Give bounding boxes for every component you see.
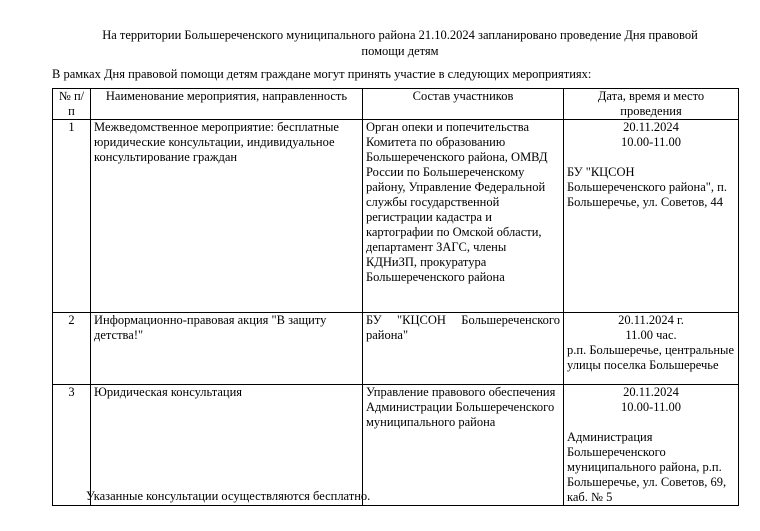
- page-title: На территории Большереченского муниципального района 21.10.2024 запланировано проведение Дня правовой помощи детям: [102, 28, 698, 58]
- event-date: 20.11.2024: [623, 120, 679, 134]
- row-number: 1: [53, 120, 91, 313]
- date-time-place: [564, 120, 739, 313]
- event-place: р.п. Большеречье, центральные улицы поселка Большеречье: [567, 343, 734, 372]
- table-row: [53, 385, 739, 506]
- event-name: Межведомственное мероприятие: бесплатные юридические консультации, индивидуальное консультирование граждан: [91, 120, 363, 313]
- row-number: 3: [53, 385, 91, 506]
- column-header-number: № п/п: [53, 89, 91, 120]
- event-date: 20.11.2024: [623, 385, 679, 399]
- event-name: Юридическая консультация: [91, 385, 363, 506]
- event-date: 20.11.2024 г.: [618, 313, 684, 327]
- event-time: 10.00-11.00: [621, 135, 681, 149]
- event-name: Информационно-правовая акция "В защиту детства!": [91, 313, 363, 385]
- events-table: [52, 88, 739, 506]
- column-header-participants: Состав участников: [363, 89, 564, 120]
- date-time-place: [564, 385, 739, 506]
- table-row: [53, 313, 739, 385]
- event-time: 11.00 час.: [625, 328, 677, 342]
- row-number: 2: [53, 313, 91, 385]
- participants: Орган опеки и попечительства Комитета по образованию Большереченского района, ОМВД России по Большереченскому району, Управление Федеральной службы государственной регистрации кадастра и картографии по Омской области, департамент ЗАГС, члены КДНиЗП, прокуратура Большереченского района: [363, 120, 564, 313]
- table-header-row: [53, 89, 739, 120]
- date-time-place: [564, 313, 739, 385]
- event-place: Администрация Большереченского муниципального района, р.п. Большеречье, ул. Советов, 69, каб. № 5: [567, 430, 727, 504]
- intro-text: В рамках Дня правовой помощи детям граждане могут принять участие в следующих мероприятиях:: [52, 67, 592, 81]
- column-header-date-place: Дата, время и место проведения: [564, 89, 739, 120]
- column-header-event-name: Наименование мероприятия, направленность: [91, 89, 363, 120]
- event-place: БУ "КЦСОН Большереченского района", п. Большеречье, ул. Советов, 44: [567, 165, 727, 209]
- participants: Управление правового обеспечения Администрации Большереченского муниципального района: [363, 385, 564, 506]
- participants: БУ "КЦСОН Большереченского района": [363, 313, 564, 385]
- footer-note: Указанные консультации осуществляются бесплатно.: [86, 489, 371, 503]
- table-row: [53, 120, 739, 313]
- event-time: 10.00-11.00: [621, 400, 681, 414]
